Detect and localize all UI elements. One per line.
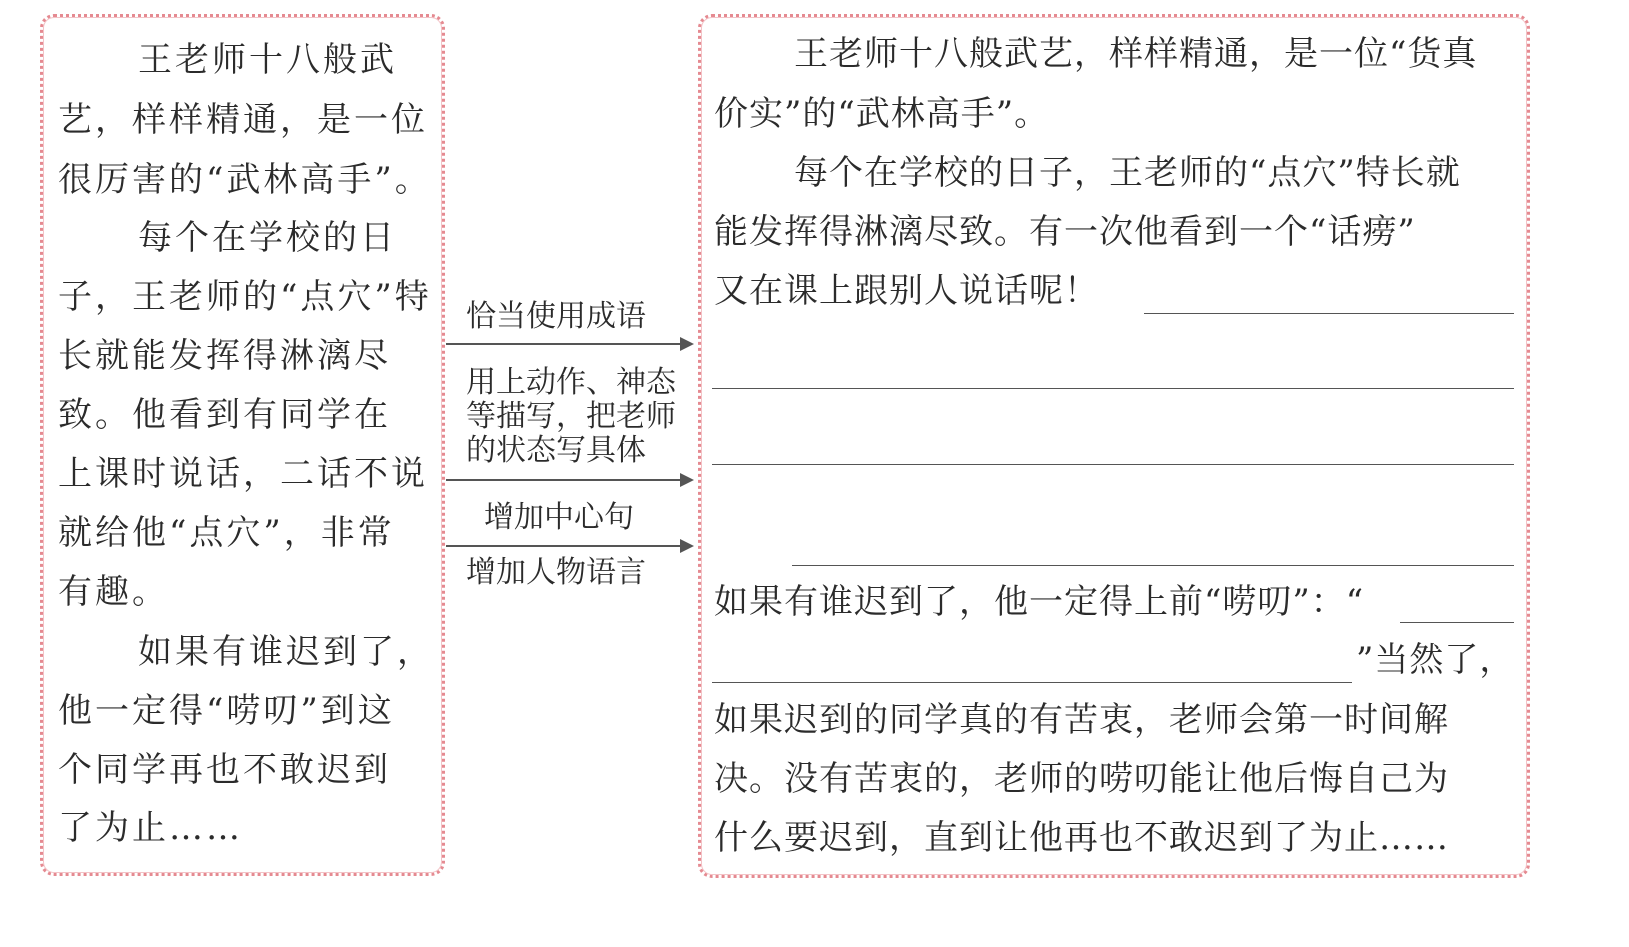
- hint-label-description: 等描写，把老师: [466, 399, 676, 434]
- original-text-box: [40, 14, 445, 876]
- original-text-line: 王老师十八般武: [138, 40, 397, 80]
- original-text-line: 上课时说话，二话不说: [58, 454, 428, 494]
- revised-text-line: 如果有谁迟到了，他一定得上前“唠叨”：“: [714, 582, 1365, 622]
- answer-blank[interactable]: [712, 464, 1514, 465]
- revised-text-line: 价实”的“武林高手”。: [714, 94, 1050, 134]
- arrow-icon: [446, 545, 682, 547]
- original-text-line: 了为止……: [58, 808, 243, 848]
- original-text-line: 就给他“点穴”，非常: [58, 513, 395, 553]
- original-text-line: 有趣。: [58, 572, 169, 612]
- original-text-line: 每个在学校的日: [138, 218, 397, 258]
- hint-label-dialogue: 增加人物语言: [466, 555, 646, 590]
- revised-text-line: 如果迟到的同学真的有苦衷，老师会第一时间解: [714, 700, 1449, 740]
- arrow-icon: [446, 479, 682, 481]
- original-text-line: 长就能发挥得淋漓尽: [58, 336, 391, 376]
- original-text-line: 个同学再也不敢迟到: [58, 750, 391, 790]
- hint-label-idiom: 恰当使用成语: [466, 299, 646, 334]
- revised-text-line: 能发挥得淋漓尽致。有一次他看到一个“话痨”: [714, 212, 1416, 252]
- hint-label-central-sentence: 增加中心句: [484, 500, 634, 535]
- answer-blank[interactable]: [792, 565, 1514, 566]
- original-text-line: 致。他看到有同学在: [58, 395, 391, 435]
- arrow-icon: [446, 343, 682, 345]
- revised-text-line: 每个在学校的日子，王老师的“点穴”特长就: [794, 153, 1461, 193]
- original-text-line: 子，王老师的“点穴”特: [58, 277, 432, 317]
- original-text-line: 如果有谁迟到了，: [138, 632, 434, 672]
- original-text-line: 他一定得“唠叨”到这: [58, 691, 395, 731]
- original-text-line: 艺，样样精通，是一位: [58, 100, 428, 140]
- revised-text-box: [698, 14, 1530, 878]
- revised-text-line: 决。没有苦衷的，老师的唠叨能让他后悔自己为: [714, 759, 1449, 799]
- revised-text-line: 王老师十八般武艺，样样精通，是一位“货真: [794, 34, 1478, 74]
- hint-label-description: 的状态写具体: [466, 433, 646, 468]
- answer-blank[interactable]: [1144, 313, 1514, 314]
- answer-blank[interactable]: [712, 682, 1352, 683]
- revised-text-line: 又在课上跟别人说话呢！: [714, 271, 1099, 311]
- answer-blank[interactable]: [712, 388, 1514, 389]
- hint-label-description: 用上动作、神态: [466, 365, 676, 400]
- revised-text-line: ”当然了，: [1356, 640, 1515, 680]
- answer-blank[interactable]: [1400, 622, 1514, 623]
- revised-text-line: 什么要迟到，直到让他再也不敢迟到了为止……: [714, 818, 1449, 858]
- original-text-line: 很厉害的“武林高手”。: [58, 160, 432, 200]
